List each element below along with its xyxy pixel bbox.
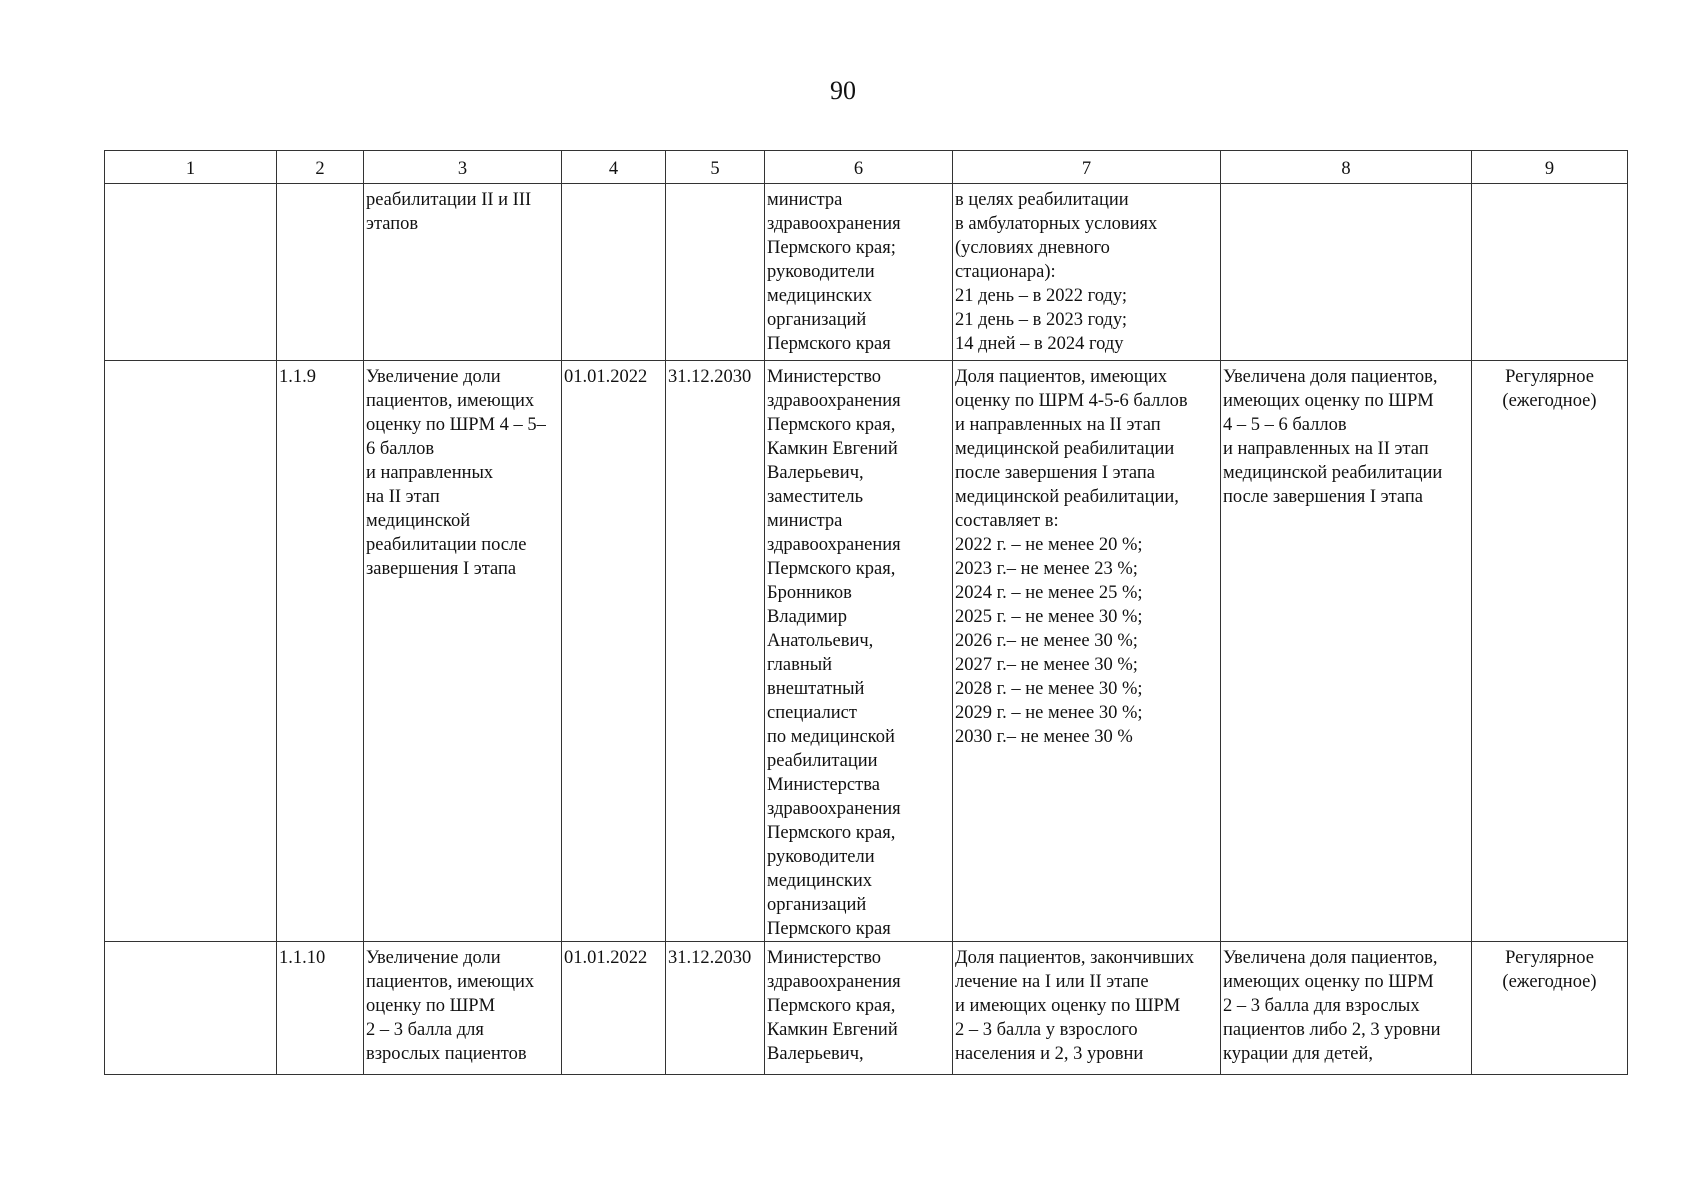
header-col-3: 3 [364,151,562,184]
cell-measure-name: Увеличение доли пациентов, имеющих оценку по ШРМ 4 – 5– 6 баллов и направленных на II этап медицинской реабилитации после завершения I этапа [364,361,562,942]
cell-frequency: Регулярное (ежегодное) [1472,361,1628,942]
cell-measure-name: Увеличение доли пациентов, имеющих оценку по ШРМ 2 – 3 балла для взрослых пациентов [364,942,562,1075]
cell-end-date: 31.12.2030 [666,361,765,942]
cell-responsible: Министерство здравоохранения Пермского края, Камкин Евгений Валерьевич, [765,942,953,1075]
cell-start-date [562,184,666,361]
header-col-9: 9 [1472,151,1628,184]
cell-indicator: Доля пациентов, закончивших лечение на I или II этапе и имеющих оценку по ШРМ 2 – 3 балла у взрослого населения и 2, 3 уровни [953,942,1221,1075]
cell-result: Увеличена доля пациентов, имеющих оценку по ШРМ 4 – 5 – 6 баллов и направленных на II этап медицинской реабилитации после завершения I этапа [1221,361,1472,942]
header-col-4: 4 [562,151,666,184]
cell-end-date [666,184,765,361]
cell-end-date: 31.12.2030 [666,942,765,1075]
measures-table [104,150,1628,1075]
table-row [105,361,1628,942]
cell-responsible: министра здравоохранения Пермского края; руководители медицинских организаций Пермского края [765,184,953,361]
cell-indicator: в целях реабилитации в амбулаторных условиях (условиях дневного стационара): 21 день – в 2022 году; 21 день – в 2023 году; 14 дней – в 2024 году [953,184,1221,361]
header-col-2: 2 [277,151,364,184]
cell-col-1 [105,361,277,942]
cell-col-1 [105,184,277,361]
cell-start-date: 01.01.2022 [562,942,666,1075]
cell-col-1 [105,942,277,1075]
header-row [105,151,1628,184]
cell-result [1221,184,1472,361]
cell-responsible: Министерство здравоохранения Пермского края, Камкин Евгений Валерьевич, заместитель министра здравоохранения Пермского края, Бронников Владимир Анатольевич, главный внештатный специалист по медицинской реабилитации Министерства здравоохранения Пермского края, руководители медицинских организаций Пермского края [765,361,953,942]
table-row [105,942,1628,1075]
header-col-7: 7 [953,151,1221,184]
header-col-8: 8 [1221,151,1472,184]
page-number: 90 [830,76,856,105]
cell-number: 1.1.10 [277,942,364,1075]
cell-number: 1.1.9 [277,361,364,942]
header-col-5: 5 [666,151,765,184]
cell-start-date: 01.01.2022 [562,361,666,942]
cell-result: Увеличена доля пациентов, имеющих оценку по ШРМ 2 – 3 балла для взрослых пациентов либо 2, 3 уровни курации для детей, [1221,942,1472,1075]
header-col-1: 1 [105,151,277,184]
cell-frequency [1472,184,1628,361]
table-row [105,184,1628,361]
cell-measure-name: реабилитации II и III этапов [364,184,562,361]
cell-frequency: Регулярное (ежегодное) [1472,942,1628,1075]
header-col-6: 6 [765,151,953,184]
cell-indicator: Доля пациентов, имеющих оценку по ШРМ 4-5-6 баллов и направленных на II этап медицинской реабилитации после завершения I этапа медицинской реабилитации, составляет в: 2022 г. – не менее 20 %; 2023 г.– не менее 23 %; 2024 г. – не менее 25 %; 2025 г. – не менее 30 %; 2026 г.– не менее 30 %; 2027 г.– не менее 30 %; 2028 г. – не менее 30 %; 2029 г. – не менее 30 %; 2030 г.– не менее 30 % [953,361,1221,942]
cell-number [277,184,364,361]
